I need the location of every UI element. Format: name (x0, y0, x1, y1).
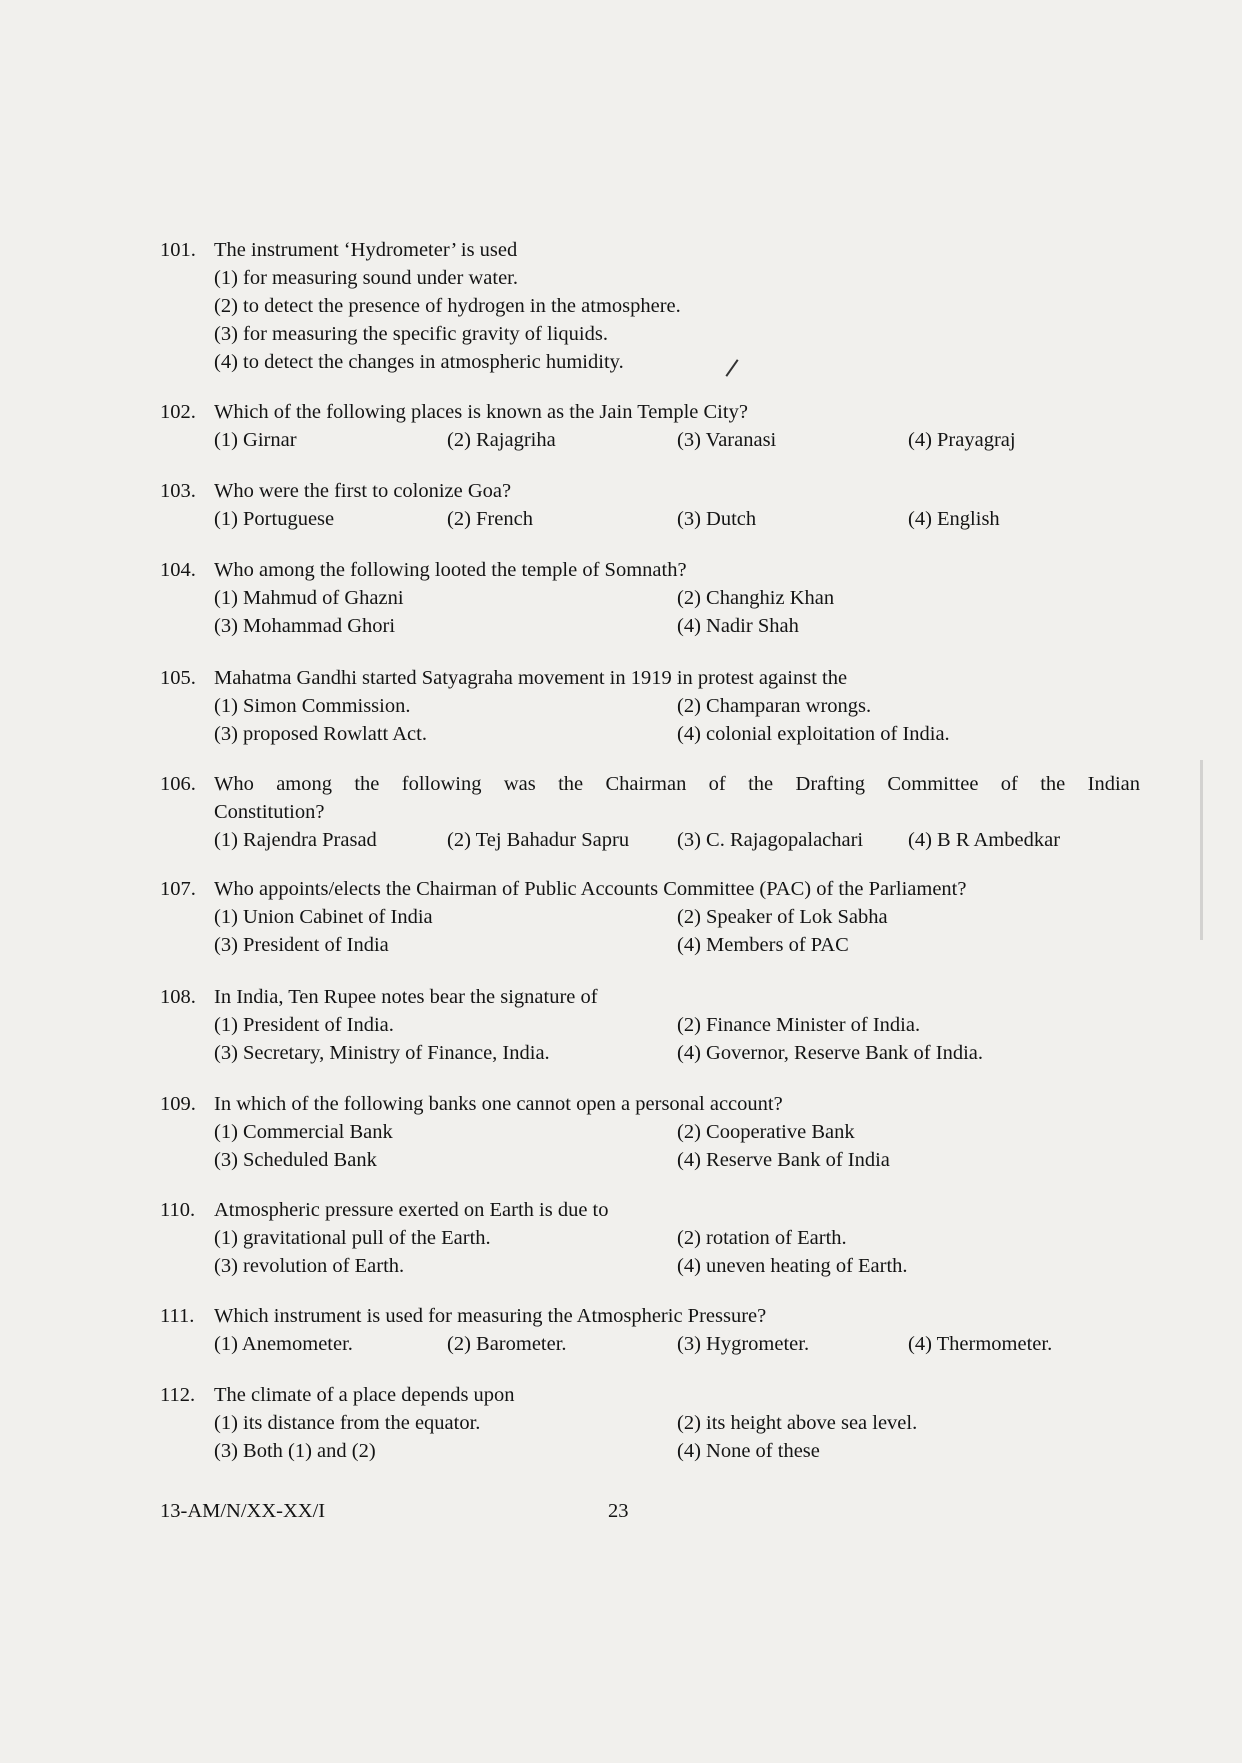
option: (3) Secretary, Ministry of Finance, India. (214, 1042, 550, 1064)
question-104 (160, 556, 1140, 640)
question-number: 107. (160, 878, 196, 900)
option: (1) Rajendra Prasad (214, 829, 377, 851)
option: (1) Anemometer. (214, 1333, 353, 1355)
option: (3) Scheduled Bank (214, 1149, 377, 1171)
option: (3) proposed Rowlatt Act. (214, 723, 427, 745)
question-text: The climate of a place depends upon (214, 1384, 515, 1406)
question-number: 111. (160, 1305, 195, 1327)
question-text: Which of the following places is known as the Jain Temple City? (214, 401, 748, 423)
option: (1) President of India. (214, 1014, 394, 1036)
page-edge-shadow (1200, 760, 1203, 940)
option: (1) Simon Commission. (214, 695, 411, 717)
option: (4) Reserve Bank of India (677, 1149, 890, 1171)
question-number: 106. (160, 773, 196, 795)
question-111 (160, 1302, 1140, 1358)
option: (2) Cooperative Bank (677, 1121, 855, 1143)
option: (1) for measuring sound under water. (214, 267, 518, 289)
option: (2) Barometer. (447, 1333, 567, 1355)
option: (4) uneven heating of Earth. (677, 1255, 908, 1277)
question-number: 109. (160, 1093, 196, 1115)
option: (2) Rajagriha (447, 429, 556, 451)
option: (4) Members of PAC (677, 934, 849, 956)
option: (4) colonial exploitation of India. (677, 723, 950, 745)
option: (1) its distance from the equator. (214, 1412, 481, 1434)
page-number: 23 (608, 1500, 629, 1522)
question-112 (160, 1381, 1140, 1465)
option: (4) Prayagraj (908, 429, 1016, 451)
question-text: In India, Ten Rupee notes bear the signature of (214, 986, 598, 1008)
option: (2) French (447, 508, 533, 530)
option: (4) None of these (677, 1440, 820, 1462)
paper-code: 13-AM/N/XX-XX/I (160, 1500, 326, 1522)
question-text: Who among the following looted the temple of Somnath? (214, 559, 687, 581)
question-107 (160, 875, 1140, 959)
question-number: 108. (160, 986, 196, 1008)
question-number: 105. (160, 667, 196, 689)
option: (3) Both (1) and (2) (214, 1440, 376, 1462)
option: (3) C. Rajagopalachari (677, 829, 864, 851)
option: (2) Tej Bahadur Sapru (447, 829, 630, 851)
question-number: 104. (160, 559, 196, 581)
question-number: 112. (160, 1384, 196, 1406)
option: (3) Varanasi (677, 429, 777, 451)
question-text: Who were the first to colonize Goa? (214, 480, 512, 502)
option: (3) for measuring the specific gravity of liquids. (214, 323, 608, 345)
option: (2) Speaker of Lok Sabha (677, 906, 888, 928)
option: (3) revolution of Earth. (214, 1255, 405, 1277)
option: (2) Changhiz Khan (677, 587, 835, 609)
option: (2) Finance Minister of India. (677, 1014, 921, 1036)
option: (3) Hygrometer. (677, 1333, 810, 1355)
question-number: 110. (160, 1199, 196, 1221)
question-text: In which of the following banks one cannot open a personal account? (214, 1093, 783, 1115)
question-number: 103. (160, 480, 196, 502)
question-number: 101. (160, 239, 196, 261)
option: (2) Champaran wrongs. (677, 695, 872, 717)
question-103 (160, 477, 1140, 533)
question-110 (160, 1196, 1140, 1280)
option: (3) Mohammad Ghori (214, 615, 396, 637)
option: (1) gravitational pull of the Earth. (214, 1227, 491, 1249)
question-number: 102. (160, 401, 196, 423)
option: (3) Dutch (677, 508, 757, 530)
question-108 (160, 983, 1140, 1067)
option: (4) B R Ambedkar (908, 829, 1061, 851)
question-text: Who among the following was the Chairman of the Drafting Committee of the Indian (214, 773, 1140, 795)
option: (1) Girnar (214, 429, 297, 451)
question-109 (160, 1090, 1140, 1174)
option: (4) English (908, 508, 1000, 530)
option: (4) Thermometer. (908, 1333, 1053, 1355)
option: (2) its height above sea level. (677, 1412, 918, 1434)
question-text: Which instrument is used for measuring the Atmospheric Pressure? (214, 1305, 767, 1327)
question-text: Mahatma Gandhi started Satyagraha movement in 1919 in protest against the (214, 667, 848, 689)
option: (3) President of India (214, 934, 389, 956)
question-text: The instrument ‘Hydrometer’ is used (214, 239, 518, 261)
question-text: Atmospheric pressure exerted on Earth is due to (214, 1199, 609, 1221)
option: (1) Commercial Bank (214, 1121, 393, 1143)
option: (1) Union Cabinet of India (214, 906, 433, 928)
question-text: Who appoints/elects the Chairman of Public Accounts Committee (PAC) of the Parliament? (214, 878, 967, 900)
option: (2) rotation of Earth. (677, 1227, 847, 1249)
question-106 (160, 770, 1140, 854)
option: (1) Portuguese (214, 508, 335, 530)
question-102 (160, 398, 1140, 454)
question-101 (160, 236, 1140, 376)
option: (2) to detect the presence of hydrogen in the atmosphere. (214, 295, 681, 317)
option: (4) to detect the changes in atmospheric humidity. (214, 351, 624, 373)
option: (4) Nadir Shah (677, 615, 799, 637)
question-text-continued: Constitution? (214, 801, 325, 823)
option: (1) Mahmud of Ghazni (214, 587, 404, 609)
question-105 (160, 664, 1140, 748)
option: (4) Governor, Reserve Bank of India. (677, 1042, 984, 1064)
